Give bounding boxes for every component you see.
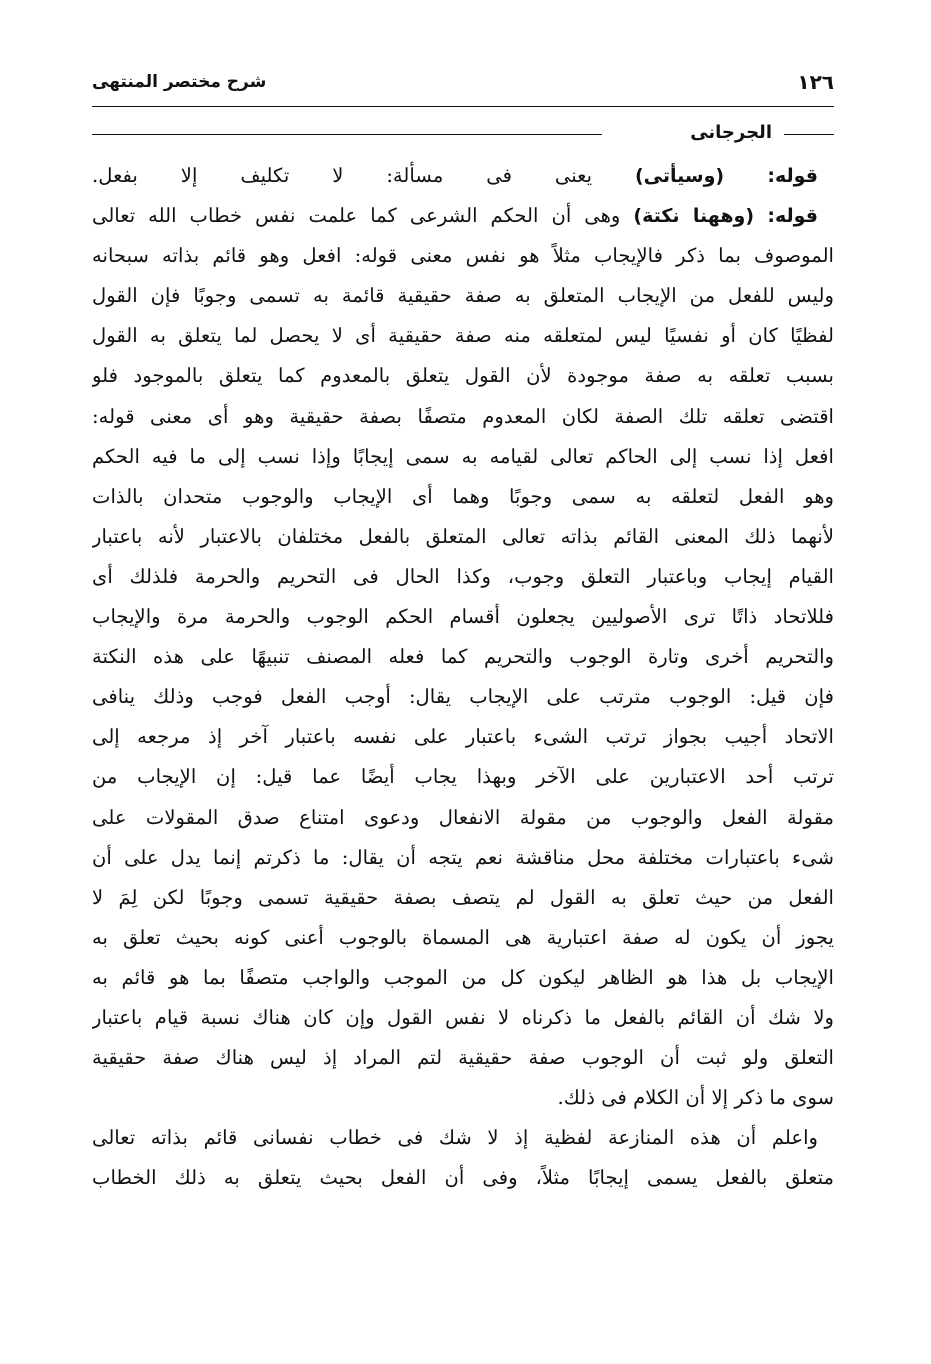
text-line: فإن قيل: الوجوب مترتب على الإيجاب يقال: أوجب الفعل فوجب وذلك ينافى <box>92 685 834 709</box>
text-line: اقتضى تعلقه تلك الصفة لكان المعدوم متصفًا بصفة حقيقية وهو أى معنى قوله: <box>92 404 834 428</box>
text-line: ترتب أحد الاعتبارين على الآخر وبهذا يجاب أيضًا عما قيل: إن الإيجاب من <box>92 765 834 789</box>
text-line: الإيجاب بل هذا هو الظاهر ليكون كل من الموجب والواجب متصفًا بما هو قائم به <box>92 965 834 989</box>
text-line: لفظيًا كان أو نفسيًا ليس لمتعلقه منه صفة حقيقية أى لا يحصل لما يتعلق به القول <box>92 324 834 348</box>
page-number: ١٢٦ <box>797 70 834 94</box>
text-line <box>92 156 834 196</box>
text-line: افعل إذا نسب إلى الحاكم تعالى لقيامه به سمى إيجابًا وإذا نسب إلى ما فيه الحكم <box>92 444 834 468</box>
text-line: ولا شك أن القائم بالفعل ما ذكرناه لا نفس القول وإن كان هناك نسبة قيام باعتبار <box>92 1005 834 1029</box>
text-line: يجوز أن يكون له صفة اعتبارية هى المسماة بالوجوب أعنى كونه بحيث تعلق به <box>92 925 834 949</box>
header-rule <box>92 106 834 107</box>
section-title: الجرجانى <box>690 122 772 143</box>
text-line: واعلم أن هذه المنازعة لفظية إذ لا شك فى خطاب نفسانى قائم بذاته تعالى <box>92 1126 818 1150</box>
quote-keyword: قوله: (وسيأتى) <box>634 165 818 187</box>
text-line: التعلق ولو ثبت أن الوجوب صفة حقيقية لتم المراد إذ ليس هناك صفة حقيقية <box>92 1046 834 1070</box>
section-heading <box>92 122 834 146</box>
text-line: مقولة الفعل والوجوب من مقولة الانفعال ودعوى امتناع صدق المقولات على <box>92 805 834 829</box>
section-line-right <box>784 134 834 135</box>
quote-keyword: قوله: (وههنا نكتة) <box>633 205 818 228</box>
text-line: الموصوف بما ذكر فالإيجاب مثلاً هو نفس معنى قوله: افعل وهو قائم بذاته سبحانه <box>92 244 834 268</box>
page-header <box>92 68 834 102</box>
section-line-left <box>92 134 602 135</box>
text-line: وليس للفعل من الإيجاب المتعلق به صفة حقيقية قائمة به تسمى وجوبًا فإن القول <box>92 284 834 308</box>
text-line: بسبب تعلقه به صفة موجودة لأن القول يتعلق بالمعدوم كما يتعلق بالموجود فلو <box>92 364 834 388</box>
text-line <box>92 196 834 236</box>
text-line: والتحريم أخرى وتارة الوجوب والتحريم كما فعله المصنف تنبيهًا على هذه النكتة <box>92 645 834 669</box>
line-text: وهى أن الحكم الشرعى كما علمت نفس خطاب الله تعالى <box>92 204 634 228</box>
line-text: يعنى فى مسألة: لا تكليف إلا بفعل. <box>92 164 635 187</box>
text-line: متعلق بالفعل يسمى إيجابًا مثلاً، وفى أن الفعل بحيث يتعلق به ذلك الخطاب <box>92 1166 834 1190</box>
text-line: فللاتحاد ذاتًا ترى الأصوليين يجعلون أقسام الحكم الوجوب والحرمة مرة والإيجاب <box>92 605 834 629</box>
text-line: شىء باعتبارات مختلفة محل مناقشة نعم يتجه أن يقال: ما ذكرتم إنما يدل على أن <box>92 845 834 869</box>
text-line: وهو الفعل لتعلقه به سمى وجوبًا وهما أى الإيجاب والوجوب متحدان بالذات <box>92 484 834 508</box>
text-line: لأنهما ذلك المعنى القائم بذاته تعالى المتعلق بالفعل مختلفان بالاعتبار لأنه باعتبار <box>92 524 834 548</box>
text-line: الاتحاد أجيب بجواز ترتب الشىء باعتبار على نفسه باعتبار آخر إذ مرجعه إلى <box>92 725 834 749</box>
commentary-text <box>92 156 834 1198</box>
text-line: الفعل من حيث تعلق به القول لم يتصف بصفة حقيقية تسمى وجوبًا لكن لِمَ لا <box>92 885 834 909</box>
text-line: القيام إيجاب وباعتبار التعلق وجوب، وكذا الحال فى التحريم والحرمة فلذلك أى <box>92 564 834 588</box>
running-title: شرح مختصر المنتهى <box>92 72 267 92</box>
text-line: سوى ما ذكر إلا أن الكلام فى ذلك. <box>557 1086 834 1110</box>
